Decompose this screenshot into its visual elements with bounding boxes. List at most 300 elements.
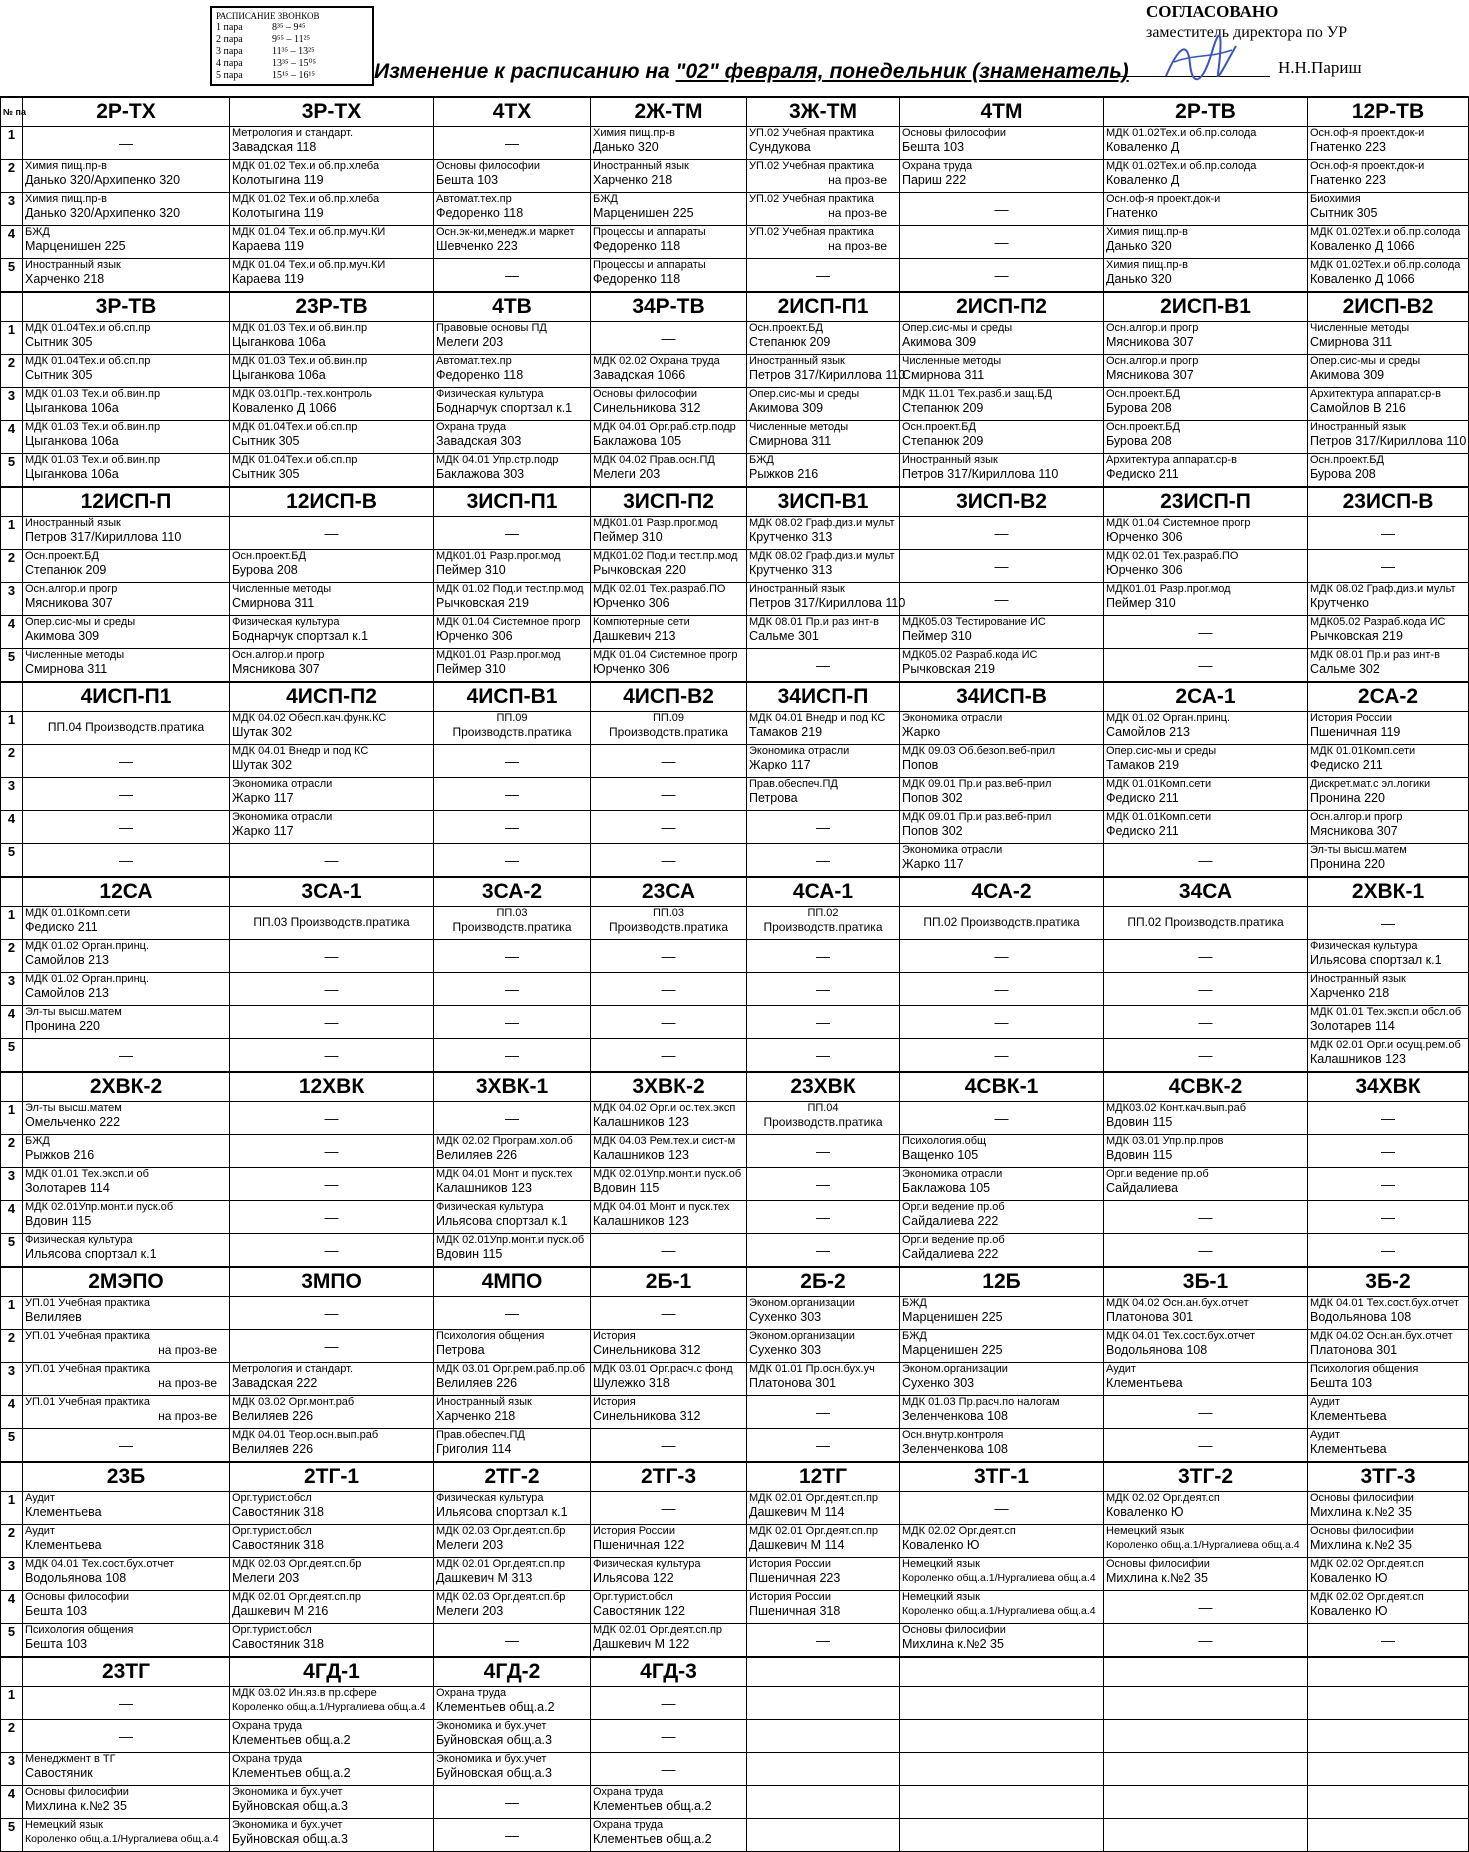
subject-name: Осн.алгор.и прогр — [1310, 811, 1403, 823]
lesson-cell — [1104, 454, 1308, 488]
subject-name: ПП.04 Производств.пратика — [47, 720, 205, 734]
lesson-cell — [900, 454, 1104, 488]
lesson-cell: — — [434, 778, 591, 811]
lesson-cell: — — [591, 745, 747, 778]
subject-name: Автомат.тех.пр — [436, 355, 512, 367]
lesson-cell — [230, 1492, 434, 1525]
subject-name: МДК 01.04Тех.и об.сп.пр — [25, 322, 151, 334]
lesson-cell — [230, 1687, 434, 1720]
group-name: 3ИСП-В2 — [900, 487, 1104, 517]
lesson-cell: — — [1308, 1102, 1469, 1135]
lesson-cell — [747, 193, 900, 226]
teacher-room: Гнатенко — [1106, 206, 1158, 220]
teacher-room: Коваленко Д — [1106, 140, 1180, 154]
group-name: 4СА-1 — [747, 877, 900, 907]
group-name: 12Р-ТВ — [1308, 97, 1469, 127]
subject-name: Основы филосифии — [902, 1624, 1006, 1636]
lesson-cell: — — [591, 322, 747, 355]
lesson-row — [1, 1006, 1469, 1039]
subject-name: МДК 03.02 Орг.монт.раб — [232, 1396, 355, 1408]
group-name: 3МПО — [230, 1267, 434, 1297]
lesson-cell — [900, 1363, 1104, 1396]
lesson-cell: — — [434, 127, 591, 160]
subject-name: Физическая культура — [232, 616, 340, 628]
lesson-cell: — — [23, 844, 230, 878]
subject-name: Психология общения — [25, 1624, 134, 1636]
lesson-cell — [900, 778, 1104, 811]
lesson-cell: — — [23, 1687, 230, 1720]
lesson-row — [1, 550, 1469, 583]
schedule-table — [0, 96, 1469, 1852]
bell-time: 13³⁵ – 15⁰⁵ — [272, 58, 316, 69]
teacher-room: Завадская 1066 — [593, 368, 686, 382]
lesson-cell — [23, 1396, 230, 1429]
lesson-cell — [1104, 907, 1308, 940]
subject-name: Физическая культура — [1310, 940, 1418, 952]
subject-name: Иностранный язык — [25, 517, 121, 529]
lesson-cell: — — [1104, 1006, 1308, 1039]
teacher-room: Дашкевич 213 — [593, 629, 676, 643]
subject-name: ПП.02 Производств.пратика — [1127, 915, 1284, 929]
subject-name: Иностранный язык — [25, 259, 121, 271]
subject-name: БЖД — [593, 193, 618, 205]
subject-name: МДК05.02 Разраб.кода ИС — [902, 649, 1038, 661]
lesson-cell — [747, 1720, 900, 1753]
lesson-cell — [747, 550, 900, 583]
subject-name: Метрология и стандарт. — [232, 127, 353, 139]
lesson-cell — [1104, 1492, 1308, 1525]
group-name: 23ХВК — [747, 1072, 900, 1102]
lesson-cell — [23, 1168, 230, 1201]
pair-number: 4 — [1, 1396, 23, 1429]
lesson-cell — [900, 1786, 1104, 1819]
lesson-cell: — — [434, 1039, 591, 1073]
lesson-row — [1, 745, 1469, 778]
teacher-room: Коваленко Д 1066 — [1310, 239, 1415, 253]
approval-heading: СОГЛАСОВАНО — [1146, 2, 1279, 21]
subject-name: Экономика отрасли — [232, 811, 333, 823]
pair-number: 3 — [1, 778, 23, 811]
teacher-room: Данько 320/Архипенко 320 — [25, 173, 181, 187]
lesson-cell — [900, 421, 1104, 454]
lesson-cell — [1308, 1363, 1469, 1396]
lesson-cell — [230, 1591, 434, 1624]
teacher-room: Степанюк 209 — [25, 563, 107, 577]
lesson-cell — [1308, 778, 1469, 811]
group-name: 2ТГ-1 — [230, 1462, 434, 1492]
group-name: 12ХВК — [230, 1072, 434, 1102]
group-name: 4СВК-2 — [1104, 1072, 1308, 1102]
group-name: 4СА-2 — [900, 877, 1104, 907]
lesson-cell — [1308, 1819, 1469, 1852]
lesson-cell — [747, 454, 900, 488]
teacher-room: Смирнова 311 — [232, 596, 315, 610]
teacher-room: Мелеги 203 — [436, 335, 504, 349]
subject-name: Основы философии — [902, 127, 1006, 139]
lesson-cell: — — [591, 1039, 747, 1073]
teacher-room: Петров 317/Кириллова 110 — [902, 467, 1059, 481]
lesson-row — [1, 844, 1469, 878]
pair-number: 3 — [1, 1558, 23, 1591]
teacher-room: Вдовин 115 — [25, 1214, 92, 1228]
subject-name: МДК 02.02 Орг.деят.сп — [1310, 1558, 1424, 1570]
group-header-row — [1, 1267, 1469, 1297]
lesson-row — [1, 1558, 1469, 1591]
teacher-room: Бешта 103 — [25, 1637, 88, 1651]
teacher-room: Бешта 103 — [1310, 1376, 1373, 1390]
subject-name: МДК01.01 Разр.прог.мод — [436, 649, 561, 661]
subject-name: МДК 08.01 Пр.и раз инт-в — [749, 616, 879, 628]
lesson-cell — [23, 940, 230, 973]
subject-name: Биохимия — [1310, 193, 1361, 205]
lesson-cell — [747, 583, 906, 616]
subject-name: МДК 01.02 Орган.принц. — [25, 940, 150, 952]
group-name: 3ТГ-3 — [1308, 1462, 1469, 1492]
lesson-cell: — — [230, 1135, 434, 1168]
subject-name: Орг.турист.обсл — [593, 1591, 673, 1603]
teacher-room: Дашкевич М 114 — [749, 1538, 845, 1552]
teacher-room: Жарко 117 — [749, 758, 811, 772]
teacher-room: Калашников 123 — [593, 1115, 689, 1129]
bell-time: 9⁵⁵ – 11²⁵ — [272, 34, 311, 45]
pair-number: 2 — [1, 745, 23, 778]
lesson-cell — [434, 1363, 591, 1396]
teacher-room: на прoз-ве — [828, 173, 887, 187]
lesson-cell — [1308, 940, 1469, 973]
teacher-room: Федиско 211 — [1310, 758, 1383, 772]
teacher-room: Вдовин 115 — [593, 1181, 660, 1195]
subject-name: МДК 02.01 Орг.деят.сп.пр — [232, 1591, 362, 1603]
group-name: 34ИСП-В — [900, 682, 1104, 712]
subject-name: МДК 01.01Комп.сети — [1106, 778, 1212, 790]
lesson-cell: — — [434, 844, 591, 878]
subject-name: Иностранный язык — [749, 583, 845, 595]
subject-name: Компютерные сети — [593, 616, 690, 628]
schedule-date: "02" февраля, понедельник (знаменатель) — [675, 60, 1129, 83]
lesson-cell — [1308, 1786, 1469, 1819]
lesson-cell — [900, 1624, 1104, 1658]
subject-name: Осн.оф-я проект.док-и — [1310, 160, 1425, 172]
lesson-cell: — — [1104, 1429, 1308, 1463]
lesson-cell — [1308, 355, 1469, 388]
teacher-room: Платонова 301 — [749, 1376, 837, 1390]
subject-name: МДК 01.02Тех.и об.пр.солода — [1106, 127, 1257, 139]
lesson-cell — [1104, 1687, 1308, 1720]
teacher-room: Пеймер 310 — [436, 662, 506, 676]
subject-name: Основы филосифии — [1310, 1492, 1414, 1504]
lesson-row — [1, 1396, 1469, 1429]
subject-name: МДК 02.01Упр.монт.и пуск.об — [593, 1168, 742, 1180]
lesson-row — [1, 1234, 1469, 1268]
lesson-row — [1, 322, 1469, 355]
lesson-cell: — — [900, 973, 1104, 1006]
subject-name: Химия пищ.пр-в — [25, 160, 107, 172]
lesson-row — [1, 973, 1469, 1006]
subject-name: Осн.оф-я проект.док-и — [1310, 127, 1425, 139]
lesson-cell — [900, 1297, 1104, 1330]
subject-name: Осн.проект.БД — [1106, 421, 1180, 433]
subject-name: История России — [1310, 712, 1392, 724]
teacher-room: Смирнова 311 — [749, 434, 832, 448]
teacher-room: Цыганкова 106а — [232, 335, 326, 349]
teacher-room: Крутченко 313 — [749, 563, 833, 577]
teacher-room: Синельникова 312 — [593, 1409, 701, 1423]
subject-name: МДК 01.01 Тех.эксп.и обсл.об — [1310, 1006, 1462, 1018]
subject-name: МДК 08.02 Граф.диз.и мульт — [749, 517, 895, 529]
subject-name: МДК 02.01 Орг.деят.сп.пр — [749, 1525, 879, 1537]
lesson-cell — [1308, 1720, 1469, 1753]
pair-number: 1 — [1, 1102, 23, 1135]
lesson-row — [1, 1102, 1469, 1135]
group-name: 2ИСП-П2 — [900, 292, 1104, 322]
subject-name: ПП.09 — [652, 712, 685, 724]
lesson-cell — [230, 1558, 434, 1591]
subject-name: МДК 04.02 Обесп.кач.функ.КС — [232, 712, 387, 724]
teacher-room: Гнатенко 223 — [1310, 140, 1386, 154]
lesson-cell: — — [23, 127, 230, 160]
approval-position: заместитель директора по УР — [1146, 24, 1348, 41]
lesson-cell: — — [747, 1429, 900, 1463]
teacher-room: Буйновская общ.а.3 — [436, 1733, 552, 1747]
lesson-cell — [23, 1102, 230, 1135]
lesson-cell — [230, 1624, 434, 1658]
teacher-room: Завадская 118 — [232, 140, 317, 154]
lesson-cell — [1104, 1297, 1308, 1330]
lesson-row — [1, 1525, 1469, 1558]
lesson-cell — [230, 649, 434, 683]
group-name: 2ИСП-В1 — [1104, 292, 1308, 322]
lesson-cell — [900, 355, 1104, 388]
pair-number: 1 — [1, 907, 23, 940]
lesson-cell: — — [434, 1297, 591, 1330]
lesson-cell — [23, 1363, 230, 1396]
subject-name: Физическая культура — [593, 1558, 701, 1570]
lesson-cell — [1104, 193, 1308, 226]
teacher-room: Дашкевич М 114 — [749, 1505, 845, 1519]
group-name: 23Р-ТВ — [230, 292, 434, 322]
group-name: 3ХВК-2 — [591, 1072, 747, 1102]
teacher-room: Боднарчук спортзал к.1 — [232, 629, 369, 643]
teacher-room: Пеймер 310 — [1106, 596, 1176, 610]
pair-number-header — [1, 1267, 23, 1297]
lesson-cell — [1308, 421, 1469, 454]
lesson-cell — [591, 712, 747, 745]
pair-number: 5 — [1, 649, 23, 683]
lesson-cell — [434, 907, 591, 940]
subject-name: МДК 01.02 Орган.принц. — [1106, 712, 1231, 724]
lesson-row — [1, 1330, 1469, 1363]
lesson-cell — [591, 193, 747, 226]
subject-name: Аудит — [1310, 1396, 1340, 1408]
group-name: 23ТГ — [23, 1657, 230, 1687]
subject-name: Осн.проект.БД — [1310, 454, 1384, 466]
teacher-room: Самойлов 213 — [25, 953, 110, 967]
teacher-room: Степанюк 209 — [902, 401, 984, 415]
teacher-room: Караева 119 — [232, 272, 304, 286]
subject-name: МДК 01.01 Тех.эксп.и об — [25, 1168, 149, 1180]
teacher-room: Сайдалиева 222 — [902, 1247, 999, 1261]
subject-name: ПП.03 — [496, 907, 528, 919]
lesson-cell — [1308, 583, 1469, 616]
lesson-cell: — — [1104, 1591, 1308, 1624]
bell-schedule-title: РАСПИСАНИЕ ЗВОНКОВ — [216, 11, 320, 21]
subject-name: ПП.09 — [496, 712, 528, 724]
lesson-cell: — — [23, 778, 230, 811]
subject-name: Иностранный язык — [593, 160, 689, 172]
bell-schedule-box — [210, 6, 374, 86]
subject-name: БЖД — [25, 1135, 50, 1147]
group-header-row — [1, 682, 1469, 712]
lesson-cell — [900, 1429, 1104, 1463]
pair-number: 5 — [1, 1624, 23, 1658]
pair-number: 3 — [1, 1363, 23, 1396]
lesson-cell: — — [1104, 1624, 1308, 1658]
lesson-cell: — — [900, 193, 1104, 226]
teacher-room: Смирнова 311 — [902, 368, 985, 382]
subject-name: Основы филосифии — [1106, 1558, 1210, 1570]
lesson-cell: — — [230, 1330, 434, 1363]
lesson-cell: — — [1308, 1135, 1469, 1168]
subject-name: Аудит — [1310, 1429, 1340, 1441]
teacher-room: Сухенко 303 — [749, 1343, 822, 1357]
pair-number: 4 — [1, 1786, 23, 1819]
lesson-cell: — — [230, 940, 434, 973]
lesson-row — [1, 811, 1469, 844]
teacher-room: Шутак 302 — [232, 758, 293, 772]
teacher-room: Федоренко 118 — [593, 239, 681, 253]
group-name — [900, 1657, 1104, 1687]
subject-name: История — [593, 1396, 636, 1408]
lesson-cell — [1104, 1102, 1308, 1135]
lesson-cell — [1104, 1363, 1308, 1396]
subject-name: МДК 04.03 Рем.тех.и сист-м — [593, 1135, 736, 1147]
lesson-cell: — — [591, 940, 747, 973]
lesson-cell — [747, 1330, 900, 1363]
teacher-room: Коваленко Ю — [902, 1538, 980, 1552]
teacher-room: Золотарев 114 — [25, 1181, 110, 1195]
teacher-room: Сундукова — [749, 140, 811, 154]
subject-name: МДК 02.01 Орг.и осущ.рем.об — [1310, 1039, 1461, 1051]
approver-name: Н.Н.Париш — [1278, 58, 1362, 77]
teacher-room: Данько 320 — [593, 140, 659, 154]
lesson-cell — [1308, 1753, 1469, 1786]
subject-name: МДК 01.02Тех.и об.пр.солода — [1106, 160, 1257, 172]
lesson-cell: — — [747, 649, 900, 683]
lesson-cell — [1104, 1753, 1308, 1786]
subject-name: Экономика отрасли — [902, 1168, 1003, 1180]
teacher-room: Петров 317/Кириллова 110 — [25, 530, 182, 544]
teacher-room: Дашкевич М 313 — [436, 1571, 533, 1585]
teacher-room: Калашников 123 — [593, 1214, 689, 1228]
lesson-row — [1, 907, 1469, 940]
subject-name: МДК01.01 Разр.прог.мод — [1106, 583, 1231, 595]
pair-number: 4 — [1, 421, 23, 454]
group-name: 2СА-1 — [1104, 682, 1308, 712]
lesson-cell: — — [434, 1102, 591, 1135]
pair-number: 5 — [1, 454, 23, 488]
teacher-room: Водольянова 108 — [1106, 1343, 1208, 1357]
teacher-room: Пеймер 310 — [593, 530, 663, 544]
teacher-room: Жарко 117 — [232, 824, 294, 838]
subject-name: МДК 09.03 Об.безоп.веб-прил — [902, 745, 1055, 757]
lesson-cell: — — [1308, 1624, 1469, 1658]
subject-name: МДК 03.01Пр.-тех.контроль — [232, 388, 373, 400]
pair-number: 5 — [1, 1234, 23, 1268]
teacher-room: Тамаков 219 — [1106, 758, 1180, 772]
lesson-cell — [591, 226, 747, 259]
teacher-room: Петров 317/Кириллова 110 — [749, 596, 906, 610]
subject-name: Орг.и ведение пр.об — [902, 1201, 1005, 1213]
subject-name: МДК03.02 Конт.кач.вып.раб — [1106, 1102, 1247, 1114]
lesson-cell — [900, 1396, 1104, 1429]
bell-row — [216, 70, 368, 82]
subject-name: МДК 04.02 Орг.и ос.тех.эксп — [593, 1102, 736, 1114]
subject-name: Осн.оф-я проект.док-и — [1106, 193, 1221, 205]
teacher-room: Гнатенко 223 — [1310, 173, 1386, 187]
subject-name: МДК 01.04 Системное прогр — [593, 649, 738, 661]
lesson-cell — [1104, 160, 1308, 193]
subject-name: Психология общения — [1310, 1363, 1419, 1375]
subject-name: МДК01.01 Разр.прог.мод — [436, 550, 561, 562]
lesson-cell — [230, 454, 434, 488]
lesson-cell — [23, 616, 230, 649]
lesson-cell — [23, 421, 230, 454]
teacher-room: Клементьев общ.а.2 — [232, 1766, 351, 1780]
lesson-cell — [591, 355, 747, 388]
lesson-cell — [434, 1525, 591, 1558]
lesson-cell: — — [591, 1687, 747, 1720]
pair-number: 2 — [1, 1720, 23, 1753]
subject-name: Осн.алгор.и прогр — [25, 583, 118, 595]
lesson-cell — [434, 1429, 591, 1463]
group-name: 12СА — [23, 877, 230, 907]
lesson-cell: — — [747, 1624, 900, 1658]
lesson-cell — [23, 454, 230, 488]
lesson-cell — [434, 1558, 591, 1591]
lesson-cell — [1104, 1135, 1308, 1168]
teacher-room: Короленко общ.а.1/Нургалиева общ.а.4 — [902, 1572, 1096, 1584]
subject-name: МДК 01.02 Под.и тест.пр.мод — [436, 583, 584, 595]
lesson-cell — [23, 160, 230, 193]
teacher-room: Платонова 301 — [1106, 1310, 1194, 1324]
lesson-cell — [23, 1624, 230, 1658]
lesson-cell: — — [747, 844, 900, 878]
lesson-cell: — — [747, 973, 900, 1006]
pair-number: 5 — [1, 844, 23, 878]
teacher-room: Савостяник 122 — [593, 1604, 685, 1618]
group-name: 2ТГ-3 — [591, 1462, 747, 1492]
group-name: 23СА — [591, 877, 747, 907]
subject-name: МДК 11.01 Тех.разб.и защ.БД — [902, 388, 1052, 400]
lesson-cell: — — [747, 1201, 900, 1234]
pair-number-header — [1, 1072, 23, 1102]
teacher-room: Михлина к.№2 35 — [1310, 1538, 1412, 1552]
subject-name: МДК 01.02 Орган.принц. — [25, 973, 150, 985]
subject-name: Физическая культура — [436, 388, 544, 400]
teacher-room: на прoз-ве — [158, 1343, 217, 1357]
lesson-cell — [1308, 127, 1469, 160]
lesson-cell — [591, 1363, 747, 1396]
lesson-cell — [1104, 1558, 1308, 1591]
lesson-cell — [23, 322, 230, 355]
subject-name: ПП.04 — [807, 1102, 839, 1114]
lesson-cell: — — [1308, 1168, 1469, 1201]
teacher-room: Париш 222 — [902, 173, 967, 187]
teacher-room: Савостяник 318 — [232, 1538, 324, 1552]
teacher-room: Жарко 117 — [902, 857, 964, 871]
bell-row — [216, 22, 368, 34]
subject-name: МДК 01.02 Тех.и об.пр.хлеба — [232, 193, 380, 205]
